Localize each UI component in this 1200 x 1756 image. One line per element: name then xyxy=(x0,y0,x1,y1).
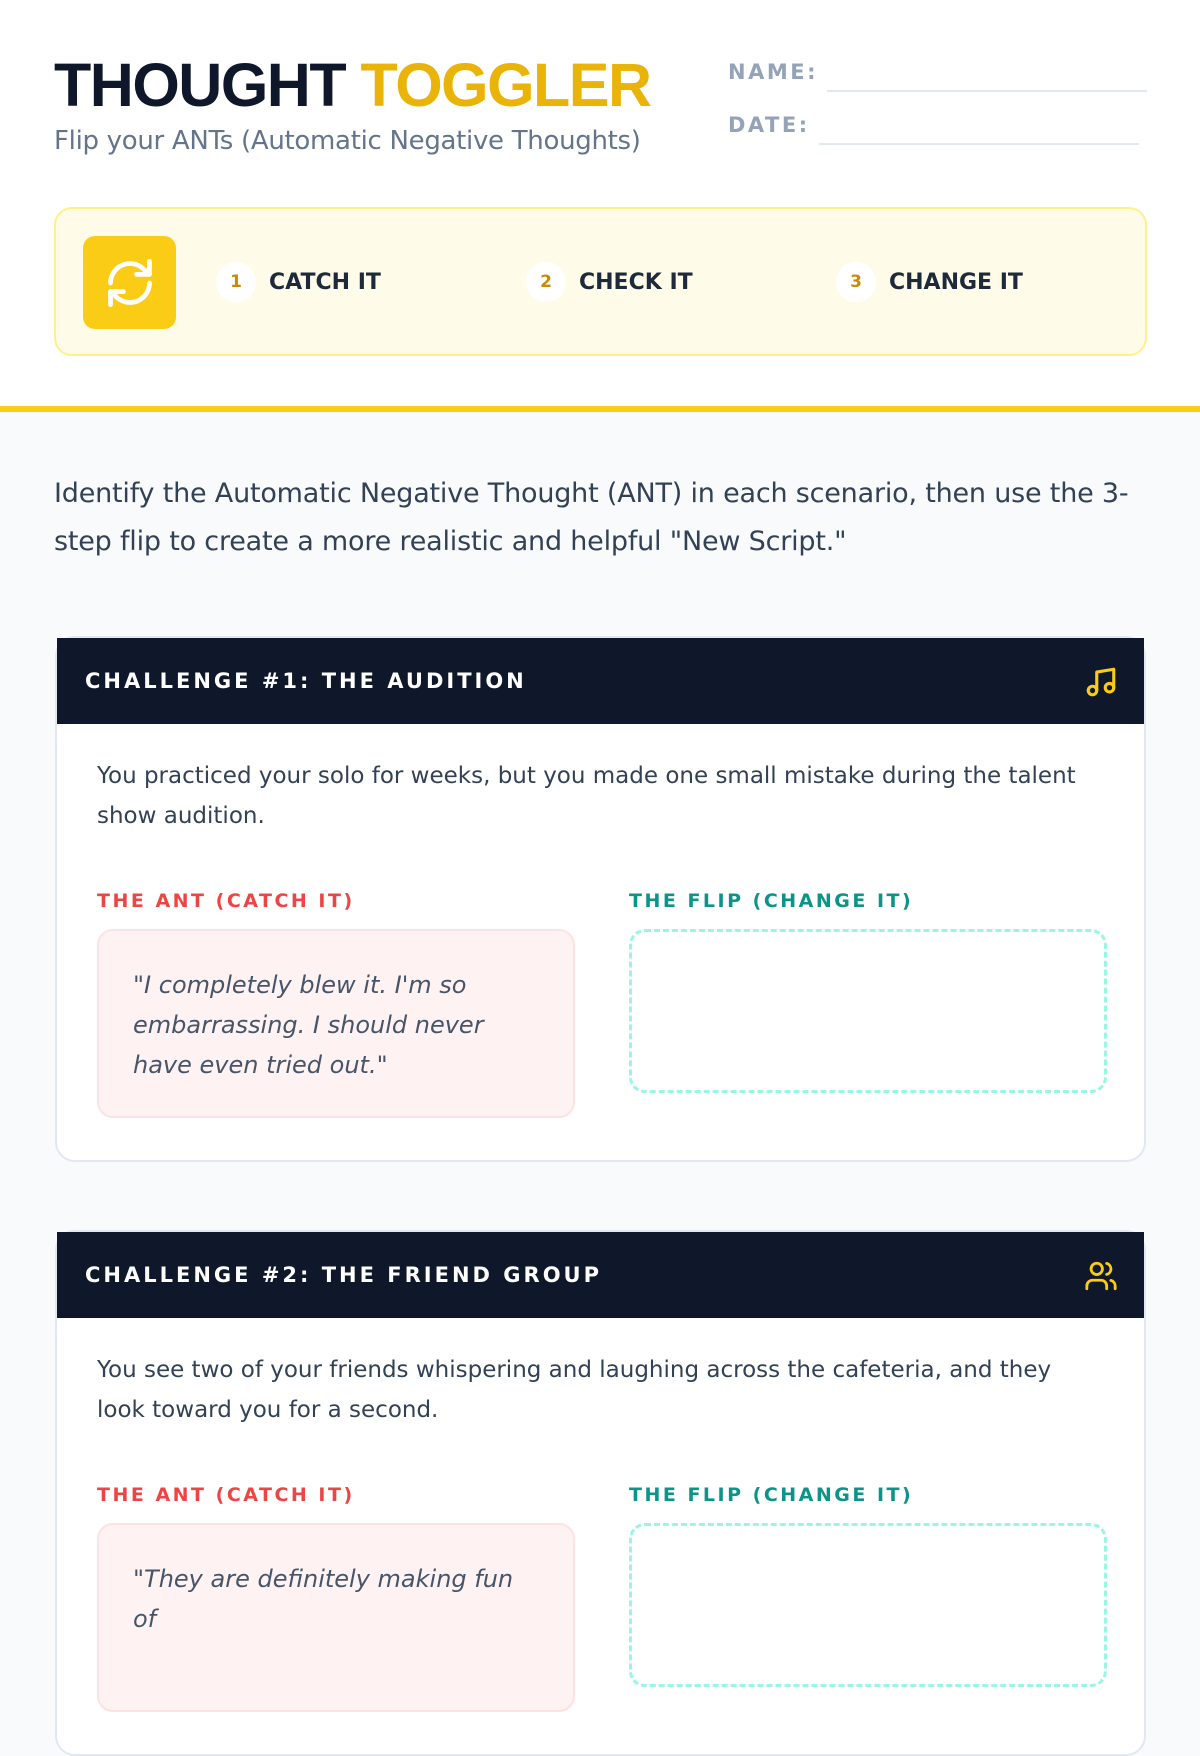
step-label: CATCH IT xyxy=(269,269,381,295)
scenario-text: You see two of your friends whispering and laughing across the cafeteria, and they look toward you for a second. xyxy=(97,1357,1052,1423)
flip-label: THE FLIP (CHANGE IT) xyxy=(629,890,914,912)
users-icon xyxy=(1084,1259,1118,1293)
step-catch xyxy=(216,262,381,302)
title-accent: TOGGLER xyxy=(360,51,651,119)
challenge-card xyxy=(55,1230,1146,1756)
step-number: 2 xyxy=(526,262,566,302)
name-field[interactable] xyxy=(827,90,1147,92)
step-check xyxy=(526,262,693,302)
challenge-header xyxy=(57,1232,1144,1318)
music-note-icon xyxy=(1084,665,1118,699)
challenge-title: CHALLENGE #1: THE AUDITION xyxy=(85,669,527,693)
date-field[interactable] xyxy=(819,143,1139,145)
flip-answer-box[interactable] xyxy=(629,1523,1107,1687)
instructions-text: Identify the Automatic Negative Thought (ANT) in each scenario, then use the 3-step flip to create a more realistic and helpful "New Script." xyxy=(54,478,1129,557)
challenge-title: CHALLENGE #2: THE FRIEND GROUP xyxy=(85,1263,602,1287)
ant-label: THE ANT (CATCH IT) xyxy=(97,890,355,912)
step-label: CHANGE IT xyxy=(889,269,1023,295)
flip-label: THE FLIP (CHANGE IT) xyxy=(629,1484,914,1506)
date-label: DATE: xyxy=(728,113,810,137)
ant-thought-box: "I completely blew it. I'm so embarrassing. I should never have even tried out." xyxy=(97,929,575,1118)
step-number: 3 xyxy=(836,262,876,302)
flip-answer-box[interactable] xyxy=(629,929,1107,1093)
page-subtitle: Flip your ANTs (Automatic Negative Thoughts) xyxy=(54,126,641,156)
ant-label: THE ANT (CATCH IT) xyxy=(97,1484,355,1506)
challenge-header xyxy=(57,638,1144,724)
scenario-text: You practiced your solo for weeks, but you made one small mistake during the talent show audition. xyxy=(97,763,1076,829)
worksheet-header xyxy=(0,0,1200,412)
steps-bar xyxy=(54,207,1147,356)
step-label: CHECK IT xyxy=(579,269,693,295)
step-change xyxy=(836,262,1023,302)
page-title xyxy=(54,50,651,120)
step-number: 1 xyxy=(216,262,256,302)
challenge-card xyxy=(55,636,1146,1162)
name-label: NAME: xyxy=(728,60,818,84)
refresh-icon xyxy=(83,236,176,329)
title-main: THOUGHT xyxy=(54,51,346,119)
ant-thought-box: "They are definitely making fun of xyxy=(97,1523,575,1712)
